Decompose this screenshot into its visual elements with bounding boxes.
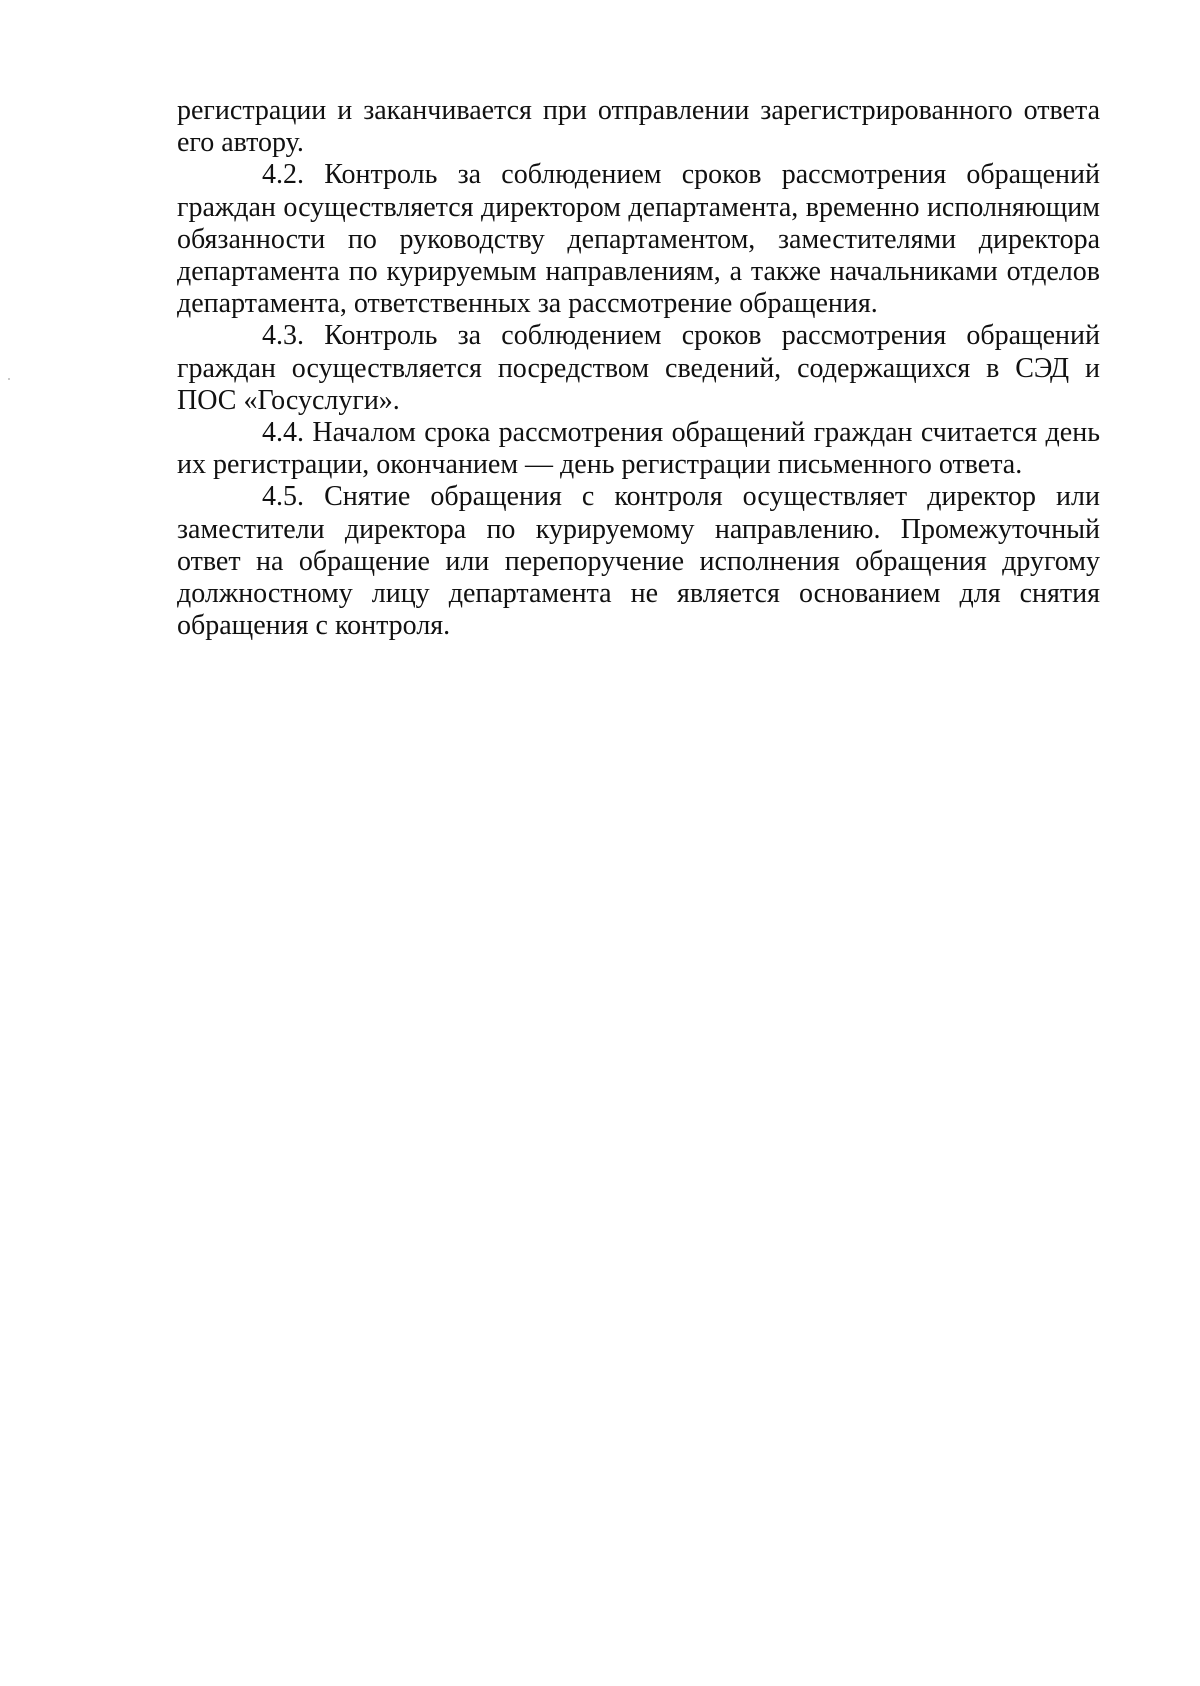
paragraph-4-2: 4.2. Контроль за соблюдением сроков рассмотрения обращений граждан осуществляется директором департамента, временно исполняющим обязанности по руководству департаментом, заместителями директора департамента по курируемым направлениям, а также начальниками отделов департамента, ответственных за рассмотрение обращения. — [177, 159, 1100, 320]
paragraph-4-3: 4.3. Контроль за соблюдением сроков рассмотрения обращений граждан осуществляется посредством сведений, содержащихся в СЭД и ПОС «Госуслуги». — [177, 320, 1100, 416]
document-body — [177, 95, 1100, 642]
paragraph-4-5: 4.5. Снятие обращения с контроля осуществляет директор или заместители директора по курируемому направлению. Промежуточный ответ на обращение или перепоручение исполнения обращения другому должностному лицу департамента не является основанием для снятия обращения с контроля. — [177, 481, 1100, 642]
paragraph-continuation: регистрации и заканчивается при отправлении зарегистрированного ответа его автору. — [177, 95, 1100, 159]
scan-artifact — [8, 378, 10, 380]
paragraph-4-4: 4.4. Началом срока рассмотрения обращений граждан считается день их регистрации, окончанием — день регистрации письменного ответа. — [177, 417, 1100, 481]
